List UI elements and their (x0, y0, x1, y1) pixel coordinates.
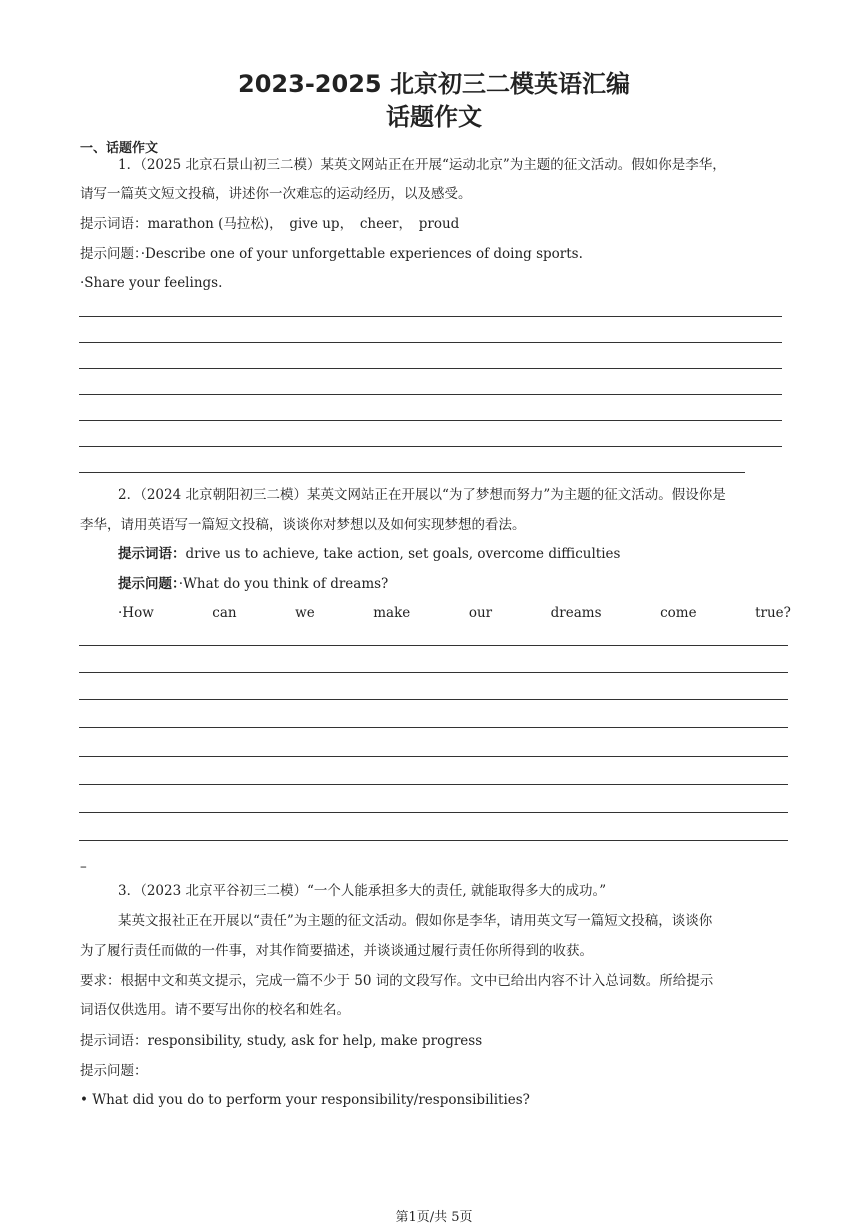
word: dreams (550, 605, 602, 621)
q2-hint-question1 (118, 575, 388, 593)
answer-line (79, 394, 782, 395)
answer-line (79, 420, 782, 421)
word: come (660, 605, 697, 621)
answer-line (79, 699, 788, 700)
q1-hint-question1: 提示问题：·Describe one of your unforgettable experiences of doing sports. (80, 246, 583, 262)
answer-line (79, 756, 788, 757)
q3-hint-question1: • What did you do to perform your responsibility/responsibilities? (80, 1092, 530, 1108)
answer-line (79, 316, 782, 317)
q3-line3: 为了履行责任而做的一件事，对其作简要描述，并谈谈通过履行责任你所得到的收获。 (80, 943, 593, 959)
q1-line1: 1．（2025 北京石景山初三二模）某英文网站正在开展“运动北京”为主题的征文活动。假如你是李华， (118, 157, 726, 173)
q2-hint-words-text: drive us to achieve, take action, set goals, overcome difficulties (185, 546, 621, 562)
q1-hint-question2: ·Share your feelings. (80, 275, 223, 291)
q1-line2: 请写一篇英文短文投稿，讲述你一次难忘的运动经历，以及感受。 (80, 186, 472, 202)
answer-line (79, 672, 788, 673)
q3-hint-words: 提示词语：responsibility, study, ask for help, make progress (80, 1033, 483, 1049)
q3-requirement1: 要求：根据中文和英文提示，完成一篇不少于 50 词的文段写作。文中已给出内容不计入总词数。所给提示 (80, 973, 714, 989)
word: true? (755, 605, 791, 621)
q3-line1: 3．（2023 北京平谷初三二模）“一个人能承担多大的责任, 就能取得多大的成功。” (118, 883, 607, 899)
q2-line2: 李华，请用英语写一篇短文投稿，谈谈你对梦想以及如何实现梦想的看法。 (80, 517, 526, 533)
trailing-dash: – (80, 859, 87, 875)
word: we (295, 605, 315, 621)
q3-requirement2: 词语仅供选用。请不要写出你的校名和姓名。 (80, 1002, 350, 1018)
q2-hint-question2 (118, 604, 791, 622)
q1-hint-words: 提示词语：marathon (马拉松)， give up， cheer， proud (80, 216, 460, 232)
page-title: 2023-2025 北京初三二模英语汇编 (238, 70, 630, 98)
answer-line (79, 446, 782, 447)
word: ·How (118, 605, 154, 621)
q3-line2: 某英文报社正在开展以“责任”为主题的征文活动。假如你是李华，请用英文写一篇短文投稿，谈谈你 (118, 913, 713, 929)
q2-hint-words-label: 提示词语： (118, 546, 186, 562)
word: make (373, 605, 411, 621)
q2-hint-words (118, 545, 620, 563)
answer-line (79, 472, 745, 473)
q2-line1: 2．（2024 北京朝阳初三二模）某英文网站正在开展以“为了梦想而努力”为主题的征文活动。假设你是 (118, 487, 726, 503)
answer-line (79, 645, 788, 646)
q2-hint-question-label: 提示问题： (118, 576, 179, 592)
answer-line (79, 342, 782, 343)
q3-hint-question-label: 提示问题： (80, 1063, 148, 1079)
answer-line (79, 840, 788, 841)
answer-line (79, 368, 782, 369)
word: our (468, 605, 493, 621)
answer-line (79, 727, 788, 728)
word: can (212, 605, 237, 621)
answer-line (79, 784, 788, 785)
section-heading: 一、话题作文 (80, 141, 159, 156)
answer-line (79, 812, 788, 813)
page-subtitle: 话题作文 (386, 103, 482, 131)
q2-hint-question1-text: ·What do you think of dreams? (178, 576, 389, 592)
page-number: 第1页/共 5页 (395, 1210, 473, 1225)
